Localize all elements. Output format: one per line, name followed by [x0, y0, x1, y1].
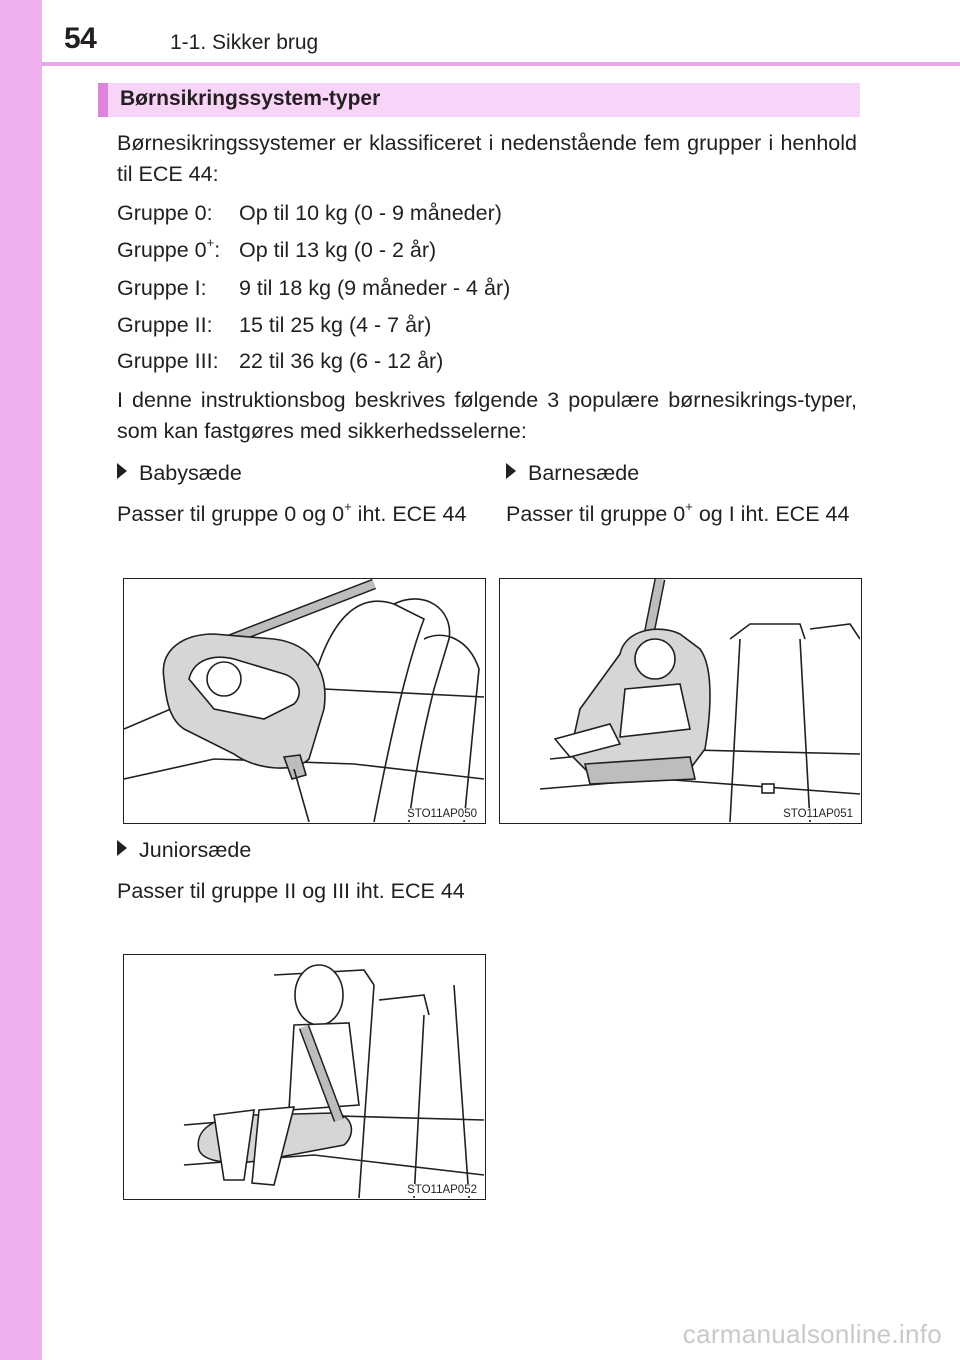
- watermark: carmanualsonline.info: [682, 1319, 942, 1349]
- chapter-heading: 1-1. Sikker brug: [170, 31, 319, 54]
- group-range: 9 til 18 kg (9 måneder - 4 år): [239, 276, 511, 300]
- type-description-child-seat: Passer til gruppe 0+ og I iht. ECE 44: [506, 498, 850, 526]
- type-description-baby-seat: Passer til gruppe 0 og 0+ iht. ECE 44: [117, 498, 467, 526]
- junior-seat-drawing: [124, 955, 484, 1198]
- group-row: [117, 310, 431, 341]
- image-code: STO11AP051: [783, 808, 853, 820]
- group-label: Gruppe III:: [117, 349, 219, 373]
- group-label: Gruppe I:: [117, 276, 207, 300]
- type-heading-baby-seat: Babysæde: [117, 458, 242, 489]
- group-row: [117, 198, 502, 229]
- group-label: Gruppe II:: [117, 313, 213, 337]
- group-label: Gruppe 0:: [117, 201, 213, 225]
- group-row: [117, 273, 510, 304]
- group-range: 15 til 25 kg (4 - 7 år): [239, 313, 432, 337]
- type-description-junior-seat: Passer til gruppe II og III iht. ECE 44: [117, 879, 465, 903]
- header-rule: [42, 62, 960, 66]
- baby-seat-drawing: [124, 579, 484, 822]
- group-range: Op til 13 kg (0 - 2 år): [239, 238, 437, 262]
- page-number: 54: [64, 22, 97, 55]
- type-heading-junior-seat: Juniorsæde: [117, 835, 251, 866]
- side-color-band: [0, 0, 42, 1360]
- triangle-bullet-icon: [117, 840, 127, 856]
- section-title-bar: [98, 83, 860, 117]
- image-code: STO11AP050: [407, 808, 477, 820]
- group-label: Gruppe 0+:: [117, 234, 221, 262]
- illustration-baby-seat: [123, 578, 486, 824]
- section-title: Børnsikringssystem-typer: [120, 87, 381, 110]
- group-range: Op til 10 kg (0 - 9 måneder): [239, 201, 502, 225]
- illustration-junior-seat: [123, 954, 486, 1200]
- triangle-bullet-icon: [506, 463, 516, 479]
- type-heading-child-seat: Barnesæde: [506, 458, 639, 489]
- intro-paragraph: Børnesikringssystemer er klassificeret i nedenstående fem grupper i henhold til ECE 44:: [117, 131, 857, 186]
- image-code: STO11AP052: [407, 1184, 477, 1196]
- group-row: [117, 235, 436, 266]
- group-row: [117, 346, 443, 377]
- child-seat-drawing: [500, 579, 860, 822]
- group-range: 22 til 36 kg (6 - 12 år): [239, 349, 444, 373]
- outro-paragraph: I denne instruktionsbog beskrives følgende 3 populære børnesikrings-typer, som kan fastgøres med sikkerhedsselerne:: [117, 388, 857, 443]
- triangle-bullet-icon: [117, 463, 127, 479]
- illustration-child-seat: [499, 578, 862, 824]
